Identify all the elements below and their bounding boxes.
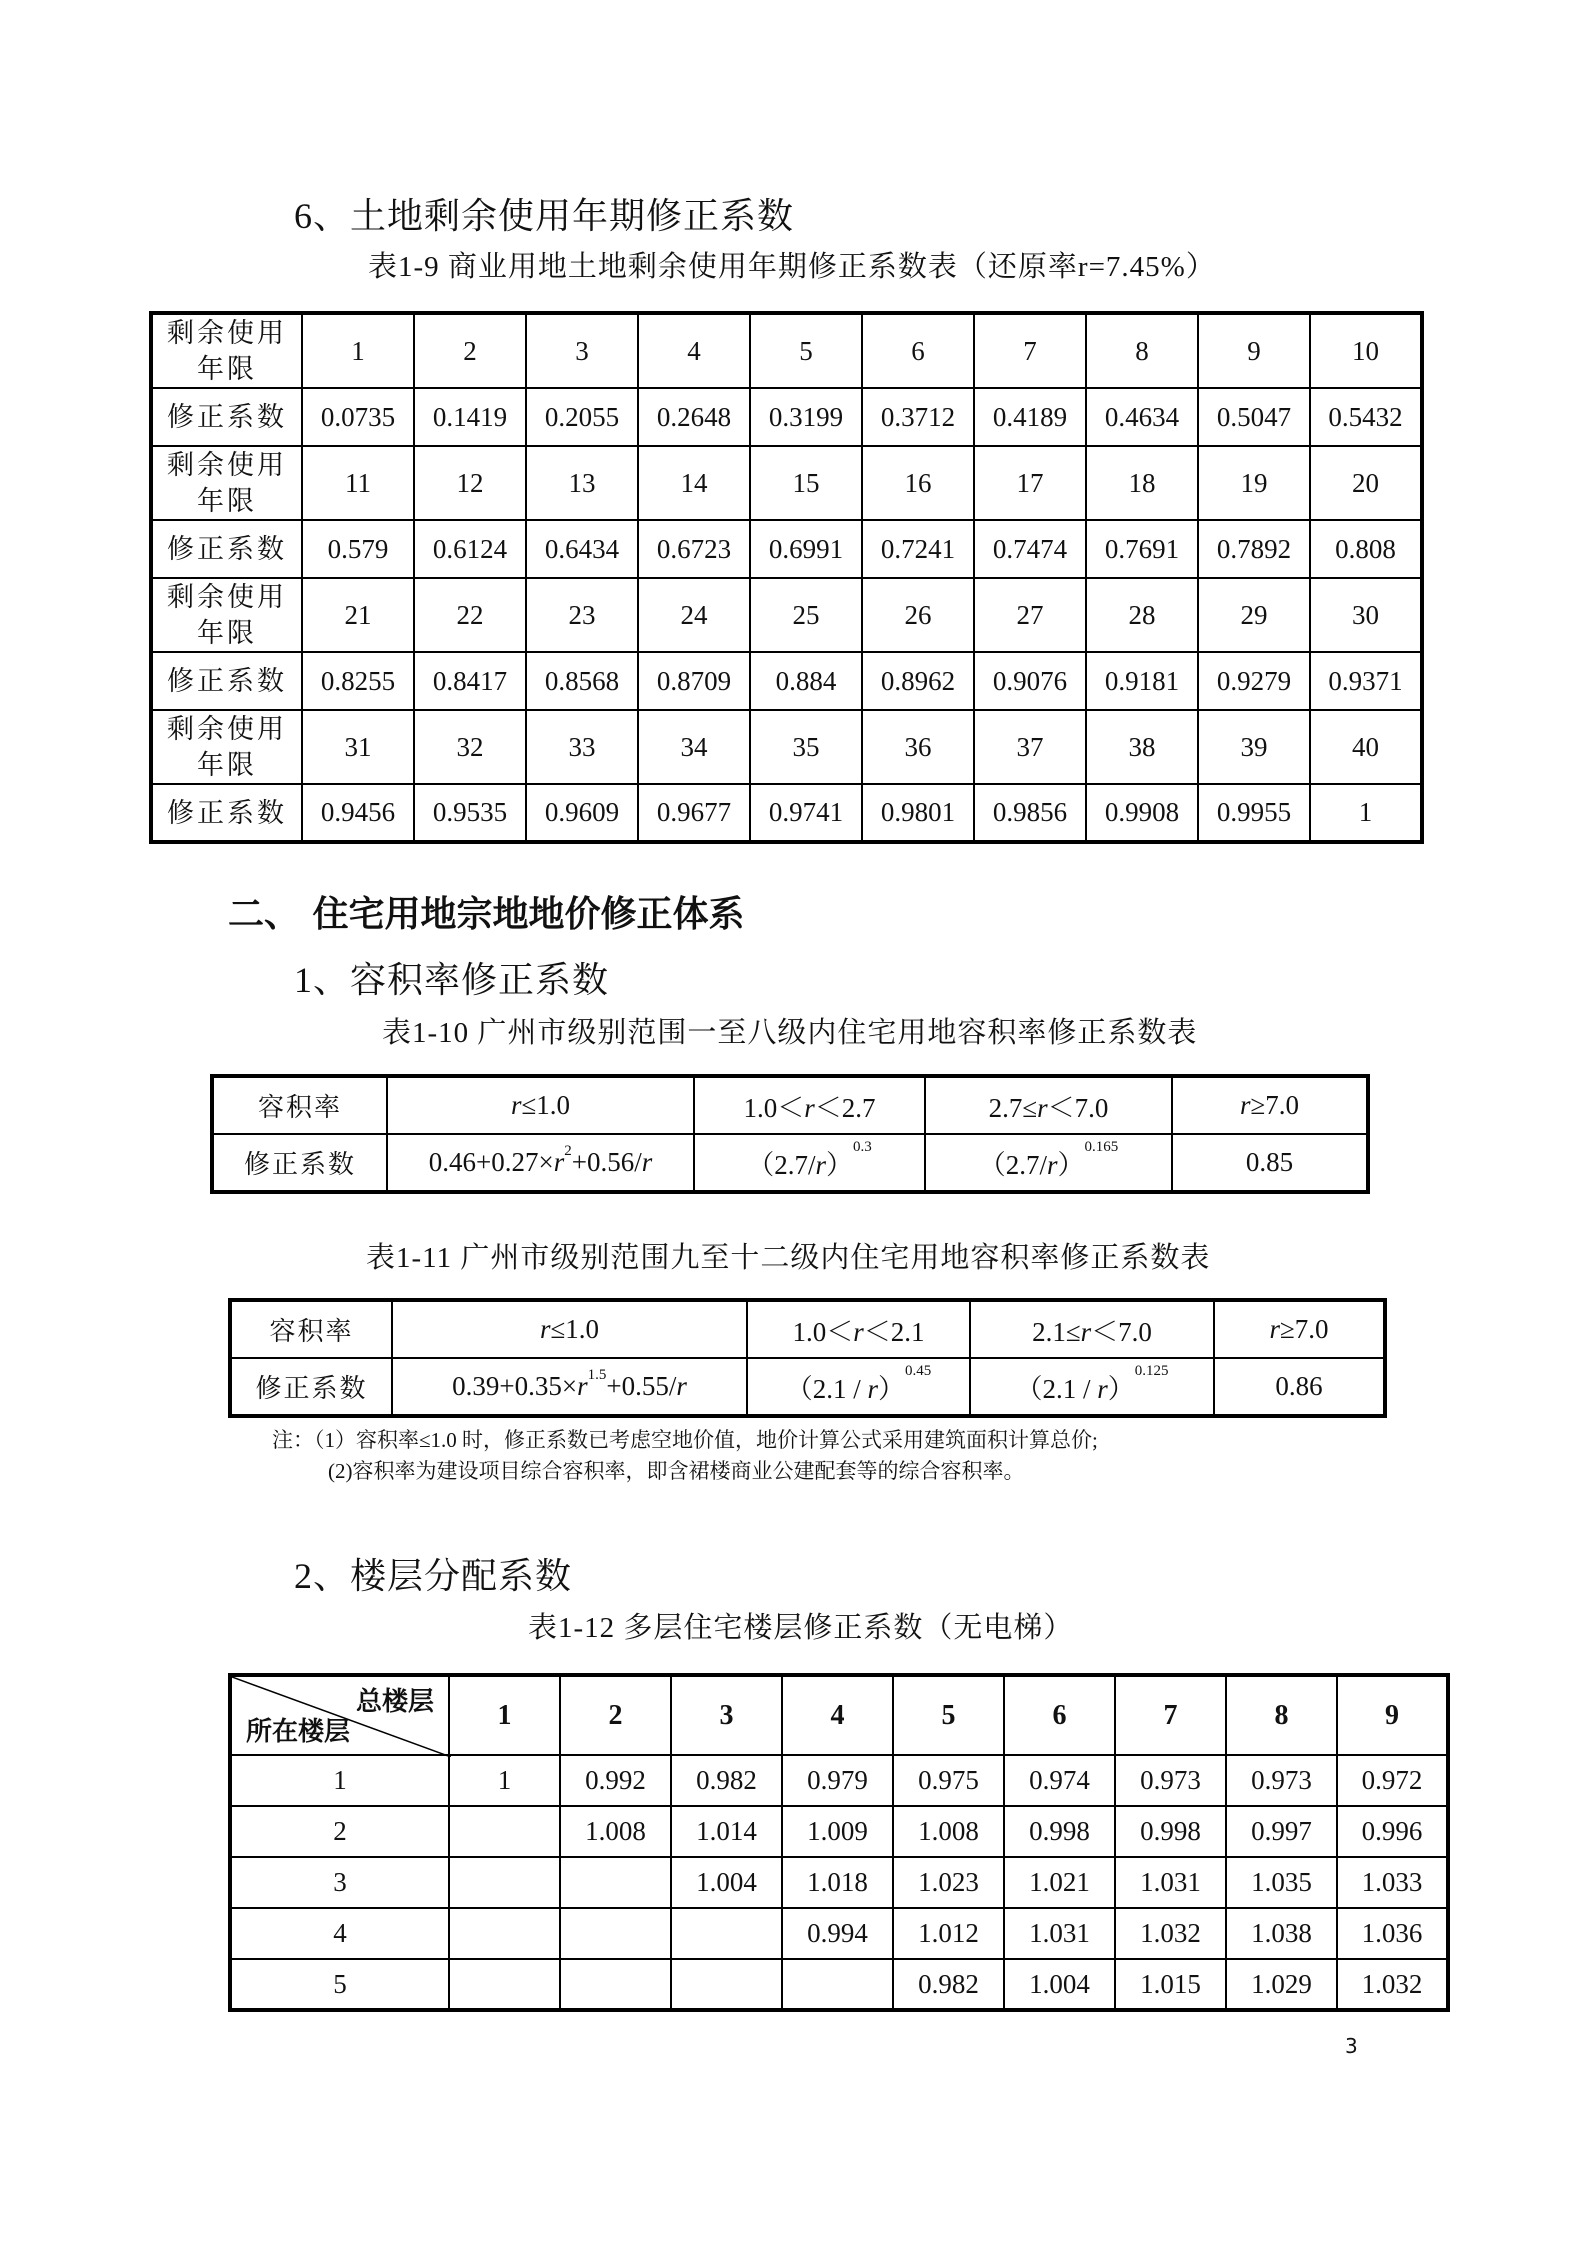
coef-cell: 0.982 xyxy=(671,1755,782,1806)
coef-cell: 0.994 xyxy=(782,1908,893,1959)
coef-cell: 0.6434 xyxy=(526,520,638,578)
year-cell: 7 xyxy=(974,313,1086,388)
year-cell: 31 xyxy=(302,710,414,784)
total-floor-header: 1 xyxy=(449,1675,560,1755)
table-row-years xyxy=(151,446,1422,520)
year-cell: 33 xyxy=(526,710,638,784)
table-row xyxy=(212,1076,1368,1134)
coef-cell xyxy=(449,1959,560,2010)
coef-cell: 0.2055 xyxy=(526,388,638,446)
year-cell: 9 xyxy=(1198,313,1310,388)
coef-cell: 0.808 xyxy=(1310,520,1422,578)
formula-cell: 0.86 xyxy=(1214,1358,1385,1416)
year-cell: 23 xyxy=(526,578,638,652)
row-label-coef: 修正系数 xyxy=(230,1358,392,1416)
formula-cell: $(2.7/r)^{0.165}$ xyxy=(925,1134,1172,1192)
table-row xyxy=(230,1755,1448,1806)
subsection-heading-2: 2、楼层分配系数 xyxy=(294,1556,573,1596)
coef-cell: 1.008 xyxy=(893,1806,1004,1857)
formula-cell: $0.39+0.35\times r^{1.5}+0.55/r$ xyxy=(392,1358,747,1416)
year-cell: 17 xyxy=(974,446,1086,520)
year-cell: 11 xyxy=(302,446,414,520)
total-floor-header: 2 xyxy=(560,1675,671,1755)
coef-cell xyxy=(449,1806,560,1857)
coef-cell: 0.5432 xyxy=(1310,388,1422,446)
year-cell: 32 xyxy=(414,710,526,784)
row-label-coef: 修正系数 xyxy=(212,1134,387,1192)
coef-cell xyxy=(782,1959,893,2010)
year-cell: 13 xyxy=(526,446,638,520)
coef-cell: 1.036 xyxy=(1337,1908,1448,1959)
coef-cell: 0.3712 xyxy=(862,388,974,446)
coef-cell: 0.7241 xyxy=(862,520,974,578)
year-cell: 38 xyxy=(1086,710,1198,784)
year-cell: 2 xyxy=(414,313,526,388)
range-cell: 2.7≤r＜7.0 xyxy=(925,1076,1172,1134)
corner-bottom-label: 所在楼层 xyxy=(246,1717,351,1747)
range-cell: 1.0＜r＜2.7 xyxy=(694,1076,925,1134)
coef-cell: 0.6124 xyxy=(414,520,526,578)
year-cell: 36 xyxy=(862,710,974,784)
coef-cell: 0.973 xyxy=(1226,1755,1337,1806)
row-label-coef: 修正系数 xyxy=(151,388,302,446)
floor-label: 5 xyxy=(230,1959,449,2010)
year-cell: 40 xyxy=(1310,710,1422,784)
table-1-10 xyxy=(210,1074,1370,1194)
year-cell: 30 xyxy=(1310,578,1422,652)
range-cell: 2.1≤r＜7.0 xyxy=(970,1300,1214,1358)
year-cell: 25 xyxy=(750,578,862,652)
section-heading-2: 二、 住宅用地宗地地价修正体系 xyxy=(228,894,745,935)
coef-cell: 0.9856 xyxy=(974,784,1086,842)
total-floor-header: 5 xyxy=(893,1675,1004,1755)
coef-cell: 1.029 xyxy=(1226,1959,1337,2010)
coef-cell: 0.8255 xyxy=(302,652,414,710)
total-floor-header: 6 xyxy=(1004,1675,1115,1755)
total-floor-header: 3 xyxy=(671,1675,782,1755)
corner-top-label: 总楼层 xyxy=(355,1687,434,1717)
coef-cell: 1.032 xyxy=(1115,1908,1226,1959)
coef-cell: 0.973 xyxy=(1115,1755,1226,1806)
year-cell: 4 xyxy=(638,313,750,388)
year-cell: 29 xyxy=(1198,578,1310,652)
table-row xyxy=(230,1358,1385,1416)
corner-header-cell xyxy=(230,1675,449,1755)
coef-cell: 0.884 xyxy=(750,652,862,710)
coef-cell: 0.9609 xyxy=(526,784,638,842)
formula-cell: （2.1 / r）$^{0.125}$ xyxy=(970,1358,1214,1416)
table-caption-1-11: 表1-11 广州市级别范围九至十二级内住宅用地容积率修正系数表 xyxy=(366,1242,1211,1274)
formula-cell: $0.46+0.27\times r^2+0.56/r$ xyxy=(387,1134,694,1192)
coef-cell: 0.9371 xyxy=(1310,652,1422,710)
year-cell: 22 xyxy=(414,578,526,652)
table-row-coefs xyxy=(151,652,1422,710)
coef-cell: 0.9076 xyxy=(974,652,1086,710)
coef-cell: 1.004 xyxy=(1004,1959,1115,2010)
coef-cell: 0.9677 xyxy=(638,784,750,842)
floor-label: 3 xyxy=(230,1857,449,1908)
table-row xyxy=(230,1806,1448,1857)
year-cell: 19 xyxy=(1198,446,1310,520)
coef-cell: 0.7691 xyxy=(1086,520,1198,578)
coef-cell: 0.8417 xyxy=(414,652,526,710)
coef-cell: 1.023 xyxy=(893,1857,1004,1908)
note-line-2: (2)容积率为建设项目综合容积率，即含裙楼商业公建配套等的综合容积率。 xyxy=(328,1459,1025,1483)
formula-cell: 0.85 xyxy=(1172,1134,1368,1192)
year-cell: 10 xyxy=(1310,313,1422,388)
table-1-12 xyxy=(228,1673,1450,2012)
coef-cell: 0.8568 xyxy=(526,652,638,710)
coef-cell: 0.9955 xyxy=(1198,784,1310,842)
coef-cell: 0.0735 xyxy=(302,388,414,446)
coef-cell: 0.998 xyxy=(1004,1806,1115,1857)
coef-cell: 1.015 xyxy=(1115,1959,1226,2010)
row-label-coef: 修正系数 xyxy=(151,652,302,710)
subsection-heading-1: 1、容积率修正系数 xyxy=(294,960,610,1000)
year-cell: 37 xyxy=(974,710,1086,784)
coef-cell xyxy=(449,1908,560,1959)
coef-cell: 0.4189 xyxy=(974,388,1086,446)
table-row xyxy=(230,1959,1448,2010)
row-label-coef: 修正系数 xyxy=(151,784,302,842)
range-cell: r≤1.0 xyxy=(387,1076,694,1134)
coef-cell: 1.033 xyxy=(1337,1857,1448,1908)
coef-cell: 0.9741 xyxy=(750,784,862,842)
year-cell: 3 xyxy=(526,313,638,388)
coef-cell: 1.012 xyxy=(893,1908,1004,1959)
range-cell: r≥7.0 xyxy=(1172,1076,1368,1134)
year-cell: 18 xyxy=(1086,446,1198,520)
range-cell: r≤1.0 xyxy=(392,1300,747,1358)
year-cell: 6 xyxy=(862,313,974,388)
table-caption-1-9: 表1-9 商业用地土地剩余使用年期修正系数表（还原率r=7.45%） xyxy=(368,251,1216,283)
year-cell: 26 xyxy=(862,578,974,652)
table-row-years xyxy=(151,313,1422,388)
table-caption-1-10: 表1-10 广州市级别范围一至八级内住宅用地容积率修正系数表 xyxy=(382,1017,1198,1049)
year-cell: 34 xyxy=(638,710,750,784)
total-floor-header: 8 xyxy=(1226,1675,1337,1755)
table-caption-1-12: 表1-12 多层住宅楼层修正系数（无电梯） xyxy=(528,1612,1074,1644)
year-cell: 21 xyxy=(302,578,414,652)
row-label-ratio: 容积率 xyxy=(230,1300,392,1358)
year-cell: 16 xyxy=(862,446,974,520)
coef-cell: 0.2648 xyxy=(638,388,750,446)
coef-cell: 0.9535 xyxy=(414,784,526,842)
year-cell: 8 xyxy=(1086,313,1198,388)
row-label-years: 剩余使用年限 xyxy=(151,446,302,520)
table-header-row xyxy=(230,1675,1448,1755)
floor-label: 1 xyxy=(230,1755,449,1806)
coef-cell xyxy=(560,1959,671,2010)
section-heading-6: 6、土地剩余使用年期修正系数 xyxy=(294,196,795,236)
coef-cell: 0.992 xyxy=(560,1755,671,1806)
coef-cell: 0.997 xyxy=(1226,1806,1337,1857)
formula-cell: $(2.7/r)^{0.3}$ xyxy=(694,1134,925,1192)
coef-cell: 0.3199 xyxy=(750,388,862,446)
coef-cell: 1.031 xyxy=(1004,1908,1115,1959)
row-label-years: 剩余使用年限 xyxy=(151,710,302,784)
year-cell: 35 xyxy=(750,710,862,784)
year-cell: 5 xyxy=(750,313,862,388)
range-cell: r≥7.0 xyxy=(1214,1300,1385,1358)
total-floor-header: 7 xyxy=(1115,1675,1226,1755)
table-row xyxy=(212,1134,1368,1192)
year-cell: 24 xyxy=(638,578,750,652)
coef-cell xyxy=(671,1908,782,1959)
table-row-coefs xyxy=(151,388,1422,446)
coef-cell: 0.9908 xyxy=(1086,784,1198,842)
year-cell: 20 xyxy=(1310,446,1422,520)
coef-cell: 0.1419 xyxy=(414,388,526,446)
coef-cell: 1.035 xyxy=(1226,1857,1337,1908)
coef-cell: 0.9456 xyxy=(302,784,414,842)
year-cell: 27 xyxy=(974,578,1086,652)
coef-cell: 1.008 xyxy=(560,1806,671,1857)
coef-cell: 1 xyxy=(1310,784,1422,842)
coef-cell: 1.009 xyxy=(782,1806,893,1857)
table-row-coefs xyxy=(151,784,1422,842)
coef-cell: 0.996 xyxy=(1337,1806,1448,1857)
row-label-ratio: 容积率 xyxy=(212,1076,387,1134)
coef-cell: 0.998 xyxy=(1115,1806,1226,1857)
year-cell: 1 xyxy=(302,313,414,388)
year-cell: 39 xyxy=(1198,710,1310,784)
coef-cell: 0.6991 xyxy=(750,520,862,578)
coef-cell: 1.031 xyxy=(1115,1857,1226,1908)
coef-cell: 0.9801 xyxy=(862,784,974,842)
year-cell: 12 xyxy=(414,446,526,520)
coef-cell: 1.018 xyxy=(782,1857,893,1908)
table-row xyxy=(230,1908,1448,1959)
coef-cell: 0.979 xyxy=(782,1755,893,1806)
coef-cell: 1.021 xyxy=(1004,1857,1115,1908)
coef-cell: 0.4634 xyxy=(1086,388,1198,446)
year-cell: 28 xyxy=(1086,578,1198,652)
coef-cell: 0.7474 xyxy=(974,520,1086,578)
total-floor-header: 4 xyxy=(782,1675,893,1755)
year-cell: 15 xyxy=(750,446,862,520)
coef-cell: 0.975 xyxy=(893,1755,1004,1806)
coef-cell: 0.6723 xyxy=(638,520,750,578)
coef-cell xyxy=(671,1959,782,2010)
formula-cell: （2.1 / r）$^{0.45}$ xyxy=(747,1358,970,1416)
table-row-coefs xyxy=(151,520,1422,578)
coef-cell xyxy=(560,1857,671,1908)
coef-cell: 1.014 xyxy=(671,1806,782,1857)
row-label-years: 剩余使用年限 xyxy=(151,578,302,652)
floor-label: 4 xyxy=(230,1908,449,1959)
table-row-years xyxy=(151,578,1422,652)
coef-cell xyxy=(449,1857,560,1908)
row-label-years: 剩余使用年限 xyxy=(151,313,302,388)
total-floor-header: 9 xyxy=(1337,1675,1448,1755)
coef-cell: 1.038 xyxy=(1226,1908,1337,1959)
coef-cell xyxy=(560,1908,671,1959)
coef-cell: 0.579 xyxy=(302,520,414,578)
coef-cell: 1.032 xyxy=(1337,1959,1448,2010)
coef-cell: 1 xyxy=(449,1755,560,1806)
page-number: 3 xyxy=(1345,2034,1358,2058)
table-1-11 xyxy=(228,1298,1387,1418)
coef-cell: 0.5047 xyxy=(1198,388,1310,446)
range-cell: 1.0＜r＜2.1 xyxy=(747,1300,970,1358)
coef-cell: 0.982 xyxy=(893,1959,1004,2010)
coef-cell: 1.004 xyxy=(671,1857,782,1908)
coef-cell: 0.974 xyxy=(1004,1755,1115,1806)
coef-cell: 0.8962 xyxy=(862,652,974,710)
table-1-9 xyxy=(149,311,1424,844)
coef-cell: 0.7892 xyxy=(1198,520,1310,578)
table-row xyxy=(230,1300,1385,1358)
floor-label: 2 xyxy=(230,1806,449,1857)
year-cell: 14 xyxy=(638,446,750,520)
row-label-coef: 修正系数 xyxy=(151,520,302,578)
table-row-years xyxy=(151,710,1422,784)
coef-cell: 0.8709 xyxy=(638,652,750,710)
note-line-1: 注：（1）容积率≤1.0 时，修正系数已考虑空地价值，地价计算公式采用建筑面积计算总价; xyxy=(272,1428,1098,1452)
coef-cell: 0.9181 xyxy=(1086,652,1198,710)
table-row xyxy=(230,1857,1448,1908)
coef-cell: 0.972 xyxy=(1337,1755,1448,1806)
coef-cell: 0.9279 xyxy=(1198,652,1310,710)
